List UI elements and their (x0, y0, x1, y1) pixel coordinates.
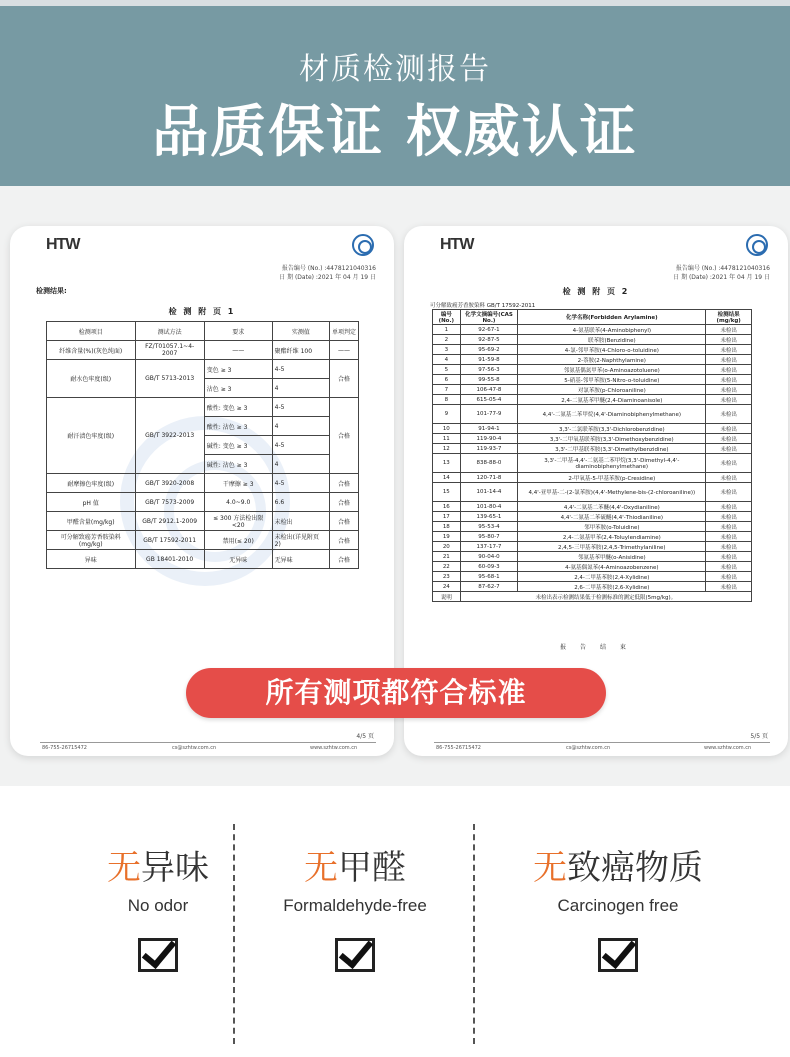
feature-title-rest: 甲醛 (338, 848, 406, 888)
cas-cell: 90-04-0 (460, 552, 518, 562)
chemical-name-cell: 3,3'-二甲基联苯胺(3,3'-Dimethylbenzidine) (518, 444, 706, 454)
table-row (433, 395, 752, 405)
table-row (433, 473, 752, 483)
cas-cell: 99-55-8 (460, 375, 518, 385)
chemical-name-cell: 邻氨基偶氮甲苯(o-Aminoazotoluene) (518, 365, 706, 375)
method-cell: GB/T 5713-2013 (135, 360, 204, 398)
result-cell: 未检出 (706, 522, 752, 532)
measured-cell: 4 (272, 417, 329, 436)
feature-formaldehyde-free (235, 786, 475, 1057)
verdict-cell: 合格 (329, 398, 358, 474)
features-section (0, 786, 790, 1057)
verdict-cell: 合格 (329, 512, 358, 531)
method-cell: GB/T 3920-2008 (135, 474, 204, 493)
chemical-name-cell: 5-硝基-邻甲苯胺(5-Nitro-o-toluidine) (518, 375, 706, 385)
feature-title-rest: 致癌物质 (567, 848, 703, 888)
chemical-name-cell: 邻氨基苯甲醚(o-Anisidine) (518, 552, 706, 562)
result-cell: 未检出 (706, 454, 752, 473)
no-cell: 9 (433, 405, 461, 424)
chemical-name-cell: 3,3'-二氯联苯胺(3,3'-Dichlorobenzidine) (518, 424, 706, 434)
measured-cell: 4-5 (272, 474, 329, 493)
cas-cell: 838-88-0 (460, 454, 518, 473)
cas-cell: 139-65-1 (460, 512, 518, 522)
table-header-row (47, 322, 359, 341)
verdict-cell: 合格 (329, 550, 358, 569)
result-cell: 未检出 (706, 473, 752, 483)
column-header: 检测项目 (47, 322, 136, 341)
header-banner (0, 6, 790, 186)
cas-cell: 101-80-4 (460, 502, 518, 512)
no-cell: 18 (433, 522, 461, 532)
cas-cell: 119-93-7 (460, 444, 518, 454)
table-row (47, 531, 359, 550)
table-row (433, 542, 752, 552)
report-header-info (279, 264, 376, 282)
result-cell: 未检出 (706, 434, 752, 444)
footer-website: www.szhtw.com.cn (310, 745, 358, 751)
table-header-row (433, 310, 752, 325)
note-label: 说明 (433, 592, 461, 602)
result-cell: 未检出 (706, 395, 752, 405)
feature-english: Formaldehyde-free (283, 896, 427, 915)
table-row (433, 345, 752, 355)
cas-cell: 87-62-7 (460, 582, 518, 592)
requirement-cell: 4.0~9.0 (204, 493, 272, 512)
table-row (433, 434, 752, 444)
no-cell: 22 (433, 562, 461, 572)
table-row (47, 398, 359, 417)
no-cell: 10 (433, 424, 461, 434)
feature-carcinogen-free (498, 786, 738, 1057)
cas-cell: 95-68-1 (460, 572, 518, 582)
column-header: 检测结果(mg/kg) (706, 310, 752, 325)
column-header: 测试方法 (135, 322, 204, 341)
feature-highlight: 无 (304, 848, 338, 888)
method-cell: GB/T 2912.1-2009 (135, 512, 204, 531)
table-row (433, 405, 752, 424)
measured-cell: 6.6 (272, 493, 329, 512)
column-header: 实测值 (272, 322, 329, 341)
no-cell: 17 (433, 512, 461, 522)
requirement-cell: —— (204, 341, 272, 360)
page-number: 4/5 页 (356, 733, 374, 740)
column-header: 化学文摘编号(CAS No.) (460, 310, 518, 325)
chemical-name-cell: 联苯胺(Benzidine) (518, 335, 706, 345)
note-text: 未检出表示检测结果低于检测标准的测定低限(5mg/kg)。 (460, 592, 751, 602)
checkbox-checked-icon (335, 938, 375, 972)
feature-english: Carcinogen free (557, 896, 679, 915)
cas-cell: 97-56-3 (460, 365, 518, 375)
cas-cell: 92-67-1 (460, 325, 518, 335)
requirement-cell: 禁用(≤ 20) (204, 531, 272, 550)
item-cell: 甲醛含量(mg/kg) (47, 512, 136, 531)
arylamine-table (432, 309, 752, 602)
measured-cell: 4-5 (272, 360, 329, 379)
cas-cell: 101-77-9 (460, 405, 518, 424)
measured-cell: 4 (272, 455, 329, 474)
result-cell: 未检出 (706, 355, 752, 365)
table-row (47, 341, 359, 360)
table-row (433, 375, 752, 385)
column-header: 编号(No.) (433, 310, 461, 325)
footer-divider (434, 742, 770, 743)
result-cell: 未检出 (706, 375, 752, 385)
table-row (433, 582, 752, 592)
table-caption: 可分解致癌芳香胺染料 GB/T 17592-2011 (430, 303, 536, 309)
no-cell: 21 (433, 552, 461, 562)
no-cell: 14 (433, 473, 461, 483)
dashed-divider (473, 824, 475, 1044)
table-row (433, 562, 752, 572)
verdict-cell: 合格 (329, 474, 358, 493)
item-cell: 耐水色牢度(级) (47, 360, 136, 398)
cas-cell: 119-90-4 (460, 434, 518, 444)
cas-cell: 95-80-7 (460, 532, 518, 542)
htw-logo: HTW (46, 236, 80, 253)
table-row (433, 532, 752, 542)
result-cell: 未检出 (706, 562, 752, 572)
table-row (47, 474, 359, 493)
chemical-name-cell: 2-萘胺(2-Naphthylamine) (518, 355, 706, 365)
result-cell: 未检出 (706, 512, 752, 522)
requirement-cell: ≤ 300 方法检出限<20 (204, 512, 272, 531)
measured-cell: 4-5 (272, 398, 329, 417)
table-row (47, 550, 359, 569)
chemical-name-cell: 邻甲苯胺(o-Toluidine) (518, 522, 706, 532)
table-row (433, 365, 752, 375)
no-cell: 23 (433, 572, 461, 582)
feature-highlight: 无 (533, 848, 567, 888)
chemical-name-cell: 2,4-二氨基甲苯(2,4-Toluylendiamine) (518, 532, 706, 542)
measured-cell: 4 (272, 379, 329, 398)
requirement-cell: 酸性: 变色 ≥ 3 (204, 398, 272, 417)
feature-title-rest: 异味 (141, 848, 209, 888)
feature-highlight: 无 (107, 848, 141, 888)
measured-cell: 未检出(详见附页 2) (272, 531, 329, 550)
all-pass-banner: 所有测项都符合标准 (186, 668, 606, 718)
no-cell: 3 (433, 345, 461, 355)
method-cell: FZ/T01057.1~4-2007 (135, 341, 204, 360)
table-row (433, 483, 752, 502)
table-row (433, 502, 752, 512)
chemical-name-cell: 3,3'-二甲基-4,4'-二氨基二苯甲烷(3,3'-Dimethyl-4,4'-diaminobiphenylmethane) (518, 454, 706, 473)
chemical-name-cell: 2-甲氧基-5-甲基苯胺(p-Cresidine) (518, 473, 706, 483)
checkbox-checked-icon (138, 938, 178, 972)
result-cell: 未检出 (706, 552, 752, 562)
cas-cell: 101-14-4 (460, 483, 518, 502)
cas-cell: 120-71-8 (460, 473, 518, 483)
cas-cell: 92-87-5 (460, 335, 518, 345)
cas-cell: 106-47-8 (460, 385, 518, 395)
htw-logo: HTW (440, 236, 474, 253)
item-cell: pH 值 (47, 493, 136, 512)
table-row (47, 493, 359, 512)
table-row (433, 522, 752, 532)
requirement-cell: 干摩擦 ≥ 3 (204, 474, 272, 493)
result-cell: 未检出 (706, 335, 752, 345)
requirement-cell: 无异味 (204, 550, 272, 569)
cas-cell: 95-69-2 (460, 345, 518, 355)
certification-stamp-icon (746, 234, 768, 256)
table-row (433, 325, 752, 335)
footer-phone: 86-755-26715472 (436, 745, 481, 751)
no-cell: 15 (433, 483, 461, 502)
verdict-cell: 合格 (329, 493, 358, 512)
requirement-cell: 碱性: 沾色 ≥ 3 (204, 455, 272, 474)
table-row (433, 355, 752, 365)
no-cell: 4 (433, 355, 461, 365)
report-end: 报 告 结 束 (560, 644, 632, 651)
no-cell: 24 (433, 582, 461, 592)
no-cell: 1 (433, 325, 461, 335)
footer-website: www.szhtw.com.cn (704, 745, 752, 751)
method-cell: GB/T 7573-2009 (135, 493, 204, 512)
footer-phone: 86-755-26715472 (42, 745, 87, 751)
no-cell: 2 (433, 335, 461, 345)
measured-cell: 未检出 (272, 512, 329, 531)
chemical-name-cell: 4-氨基联苯(4-Aminobiphenyl) (518, 325, 706, 335)
no-cell: 11 (433, 434, 461, 444)
method-cell: GB 18401-2010 (135, 550, 204, 569)
table-row (433, 385, 752, 395)
no-cell: 20 (433, 542, 461, 552)
cas-cell: 95-53-4 (460, 522, 518, 532)
result-cell: 未检出 (706, 444, 752, 454)
cas-cell: 91-59-8 (460, 355, 518, 365)
result-cell: 未检出 (706, 405, 752, 424)
item-cell: 可分解致癌芳香胺染料(mg/kg) (47, 531, 136, 550)
cas-cell: 91-94-1 (460, 424, 518, 434)
verdict-cell: 合格 (329, 531, 358, 550)
result-cell: 未检出 (706, 502, 752, 512)
cas-cell: 615-05-4 (460, 395, 518, 405)
chemical-name-cell: 2,4,5-三甲基苯胺(2,4,5-Trimethylaniline) (518, 542, 706, 552)
result-cell: 未检出 (706, 572, 752, 582)
no-cell: 7 (433, 385, 461, 395)
table-row (433, 444, 752, 454)
table-row (433, 552, 752, 562)
table-row (433, 454, 752, 473)
table-row (433, 572, 752, 582)
requirement-cell: 变色 ≥ 3 (204, 360, 272, 379)
cas-cell: 60-09-3 (460, 562, 518, 572)
feature-title (498, 840, 738, 889)
no-cell: 5 (433, 365, 461, 375)
no-cell: 16 (433, 502, 461, 512)
banner-title: 品质保证 权威认证 (152, 100, 638, 165)
chemical-name-cell: 4,4'-二氨基二苯硫醚(4,4'-Thiodianiline) (518, 512, 706, 522)
result-cell: 未检出 (706, 365, 752, 375)
measured-cell: 无异味 (272, 550, 329, 569)
no-cell: 13 (433, 454, 461, 473)
certification-stamp-icon (352, 234, 374, 256)
result-cell: 未检出 (706, 424, 752, 434)
no-cell: 19 (433, 532, 461, 542)
chemical-name-cell: 2,6-二甲基苯胺(2,6-Xylidine) (518, 582, 706, 592)
report-number: 报告编号 (No.) :4478121040316 (281, 265, 376, 272)
column-header: 要求 (204, 322, 272, 341)
no-cell: 12 (433, 444, 461, 454)
table-title: 检 测 附 页 2 (562, 287, 630, 296)
item-cell: 纤维含量(%)(灰色纯面) (47, 341, 136, 360)
chemical-name-cell: 3,3'-二甲氧基联苯胺(3,3'-Dimethoxybenzidine) (518, 434, 706, 444)
chemical-name-cell: 2,4-二甲基苯胺(2,4-Xylidine) (518, 572, 706, 582)
footer-divider (40, 742, 376, 743)
report-date: 日 期 (Date) :2021 年 04 月 19 日 (673, 274, 770, 281)
cas-cell: 137-17-7 (460, 542, 518, 552)
result-label: 检测结果: (36, 287, 67, 295)
table-row (433, 424, 752, 434)
verdict-cell: —— (329, 341, 358, 360)
table-row (433, 335, 752, 345)
item-cell: 异味 (47, 550, 136, 569)
table-title: 检 测 附 页 1 (168, 307, 236, 316)
test-results-table (46, 321, 359, 569)
report-date: 日 期 (Date) :2021 年 04 月 19 日 (279, 274, 376, 281)
measured-cell: 4-5 (272, 436, 329, 455)
item-cell: 耐汗渍色牢度(级) (47, 398, 136, 474)
item-cell: 耐摩擦色牢度(级) (47, 474, 136, 493)
chemical-name-cell: 4,4'-二氨基二苯醚(4,4'-Oxydianiline) (518, 502, 706, 512)
banner-subtitle: 材质检测报告 (299, 52, 491, 87)
chemical-name-cell: 2,4-二氨基苯甲醚(2,4-Diaminoanisole) (518, 395, 706, 405)
method-cell: GB/T 3922-2013 (135, 398, 204, 474)
column-header: 化学名称(Forbidden Arylamine) (518, 310, 706, 325)
verdict-cell: 合格 (329, 360, 358, 398)
result-cell: 未检出 (706, 582, 752, 592)
note-row (433, 592, 752, 602)
report-number: 报告编号 (No.) :4478121040316 (675, 265, 770, 272)
requirement-cell: 碱性: 变色 ≥ 3 (204, 436, 272, 455)
feature-english: No odor (127, 896, 189, 915)
measured-cell: 聚酯纤维 100 (272, 341, 329, 360)
checkbox-checked-icon (598, 938, 638, 972)
footer-email: cs@szhtw.com.cn (566, 745, 611, 751)
result-cell: 未检出 (706, 542, 752, 552)
chemical-name-cell: 4-氯-邻甲苯胺(4-Chloro-o-toluidine) (518, 345, 706, 355)
chemical-name-cell: 对氯苯胺(p-Chloroaniline) (518, 385, 706, 395)
method-cell: GB/T 17592-2011 (135, 531, 204, 550)
table-row (47, 512, 359, 531)
report-header-info (673, 264, 770, 282)
table-row (433, 512, 752, 522)
requirement-cell: 酸性: 沾色 ≥ 3 (204, 417, 272, 436)
no-cell: 8 (433, 395, 461, 405)
result-cell: 未检出 (706, 532, 752, 542)
chemical-name-cell: 4,4'-亚甲基-二-(2-氯苯胺)(4,4'-Methylene-bis-(2-chloroaniline)) (518, 483, 706, 502)
page-number: 5/5 页 (750, 733, 768, 740)
result-cell: 未检出 (706, 325, 752, 335)
chemical-name-cell: 4,4'-二氨基二苯甲烷(4,4'-Diaminobiphenylmethane) (518, 405, 706, 424)
feature-title (235, 840, 475, 889)
result-cell: 未检出 (706, 483, 752, 502)
result-cell: 未检出 (706, 345, 752, 355)
chemical-name-cell: 4-氨基偶氮苯(4-Aminoazobenzene) (518, 562, 706, 572)
column-header: 单项判定 (329, 322, 358, 341)
requirement-cell: 沾色 ≥ 3 (204, 379, 272, 398)
no-cell: 6 (433, 375, 461, 385)
result-cell: 未检出 (706, 385, 752, 395)
footer-email: cs@szhtw.com.cn (172, 745, 217, 751)
table-row (47, 360, 359, 379)
